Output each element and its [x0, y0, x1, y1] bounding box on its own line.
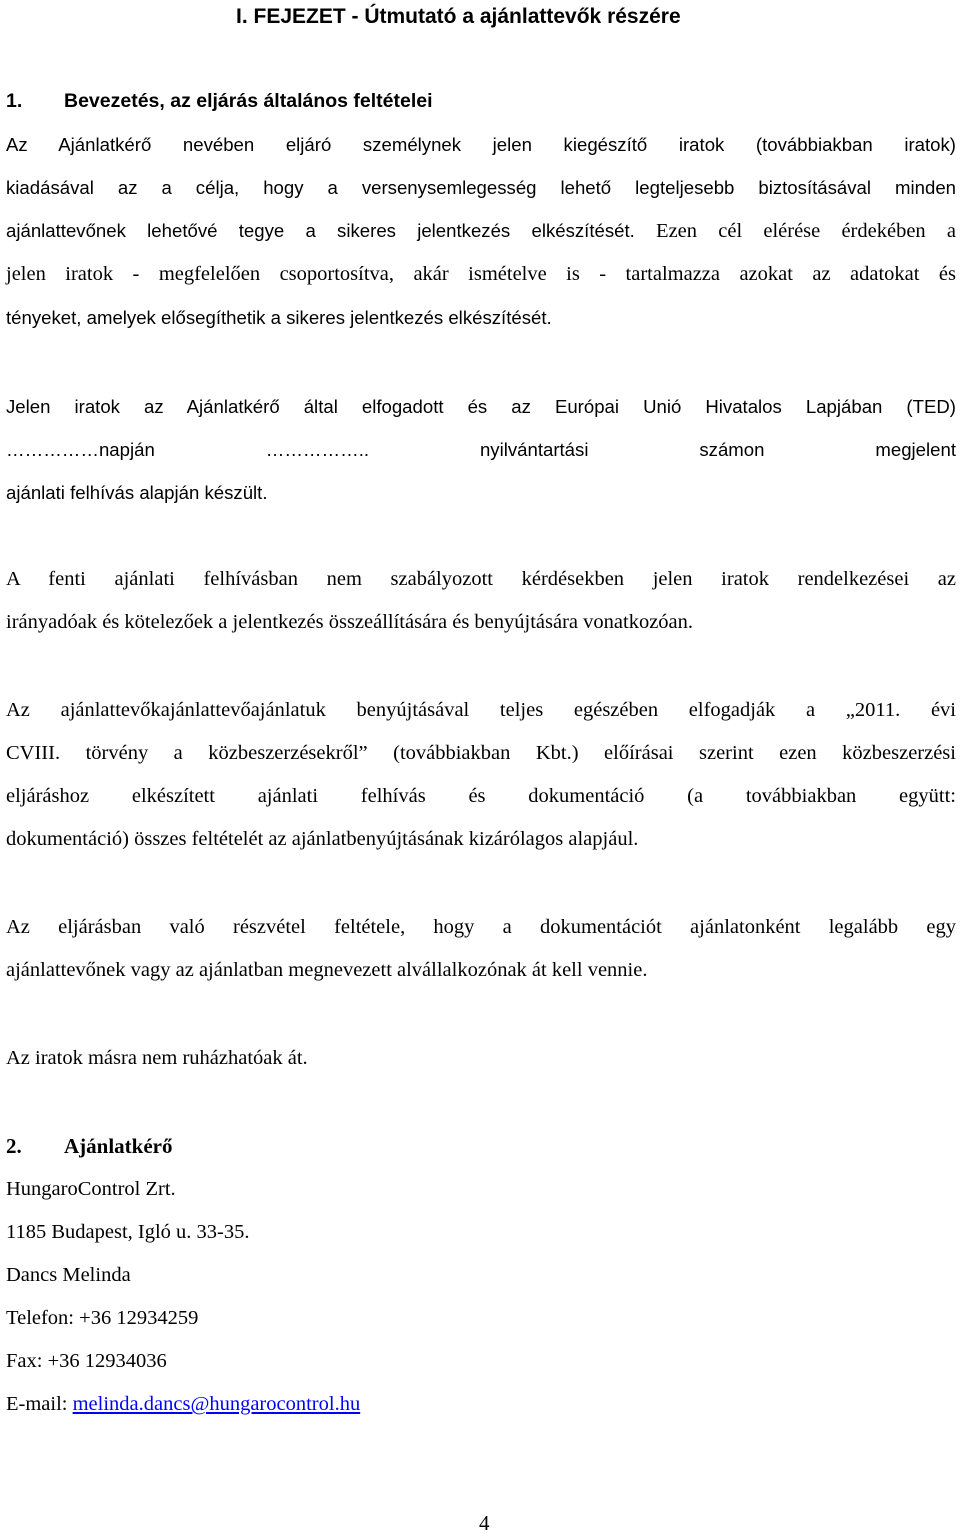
text-line: jelen iratok - megfelelően csoportosítva, akár ismételve is - tartalmazza azokat az adatokat és [6, 263, 956, 285]
text-segment: megjelent [875, 439, 956, 460]
text-line: A fenti ajánlati felhívásban nem szabályozott kérdésekben jelen iratok rendelkezései az [6, 568, 956, 590]
text-line: CVIII. törvény a közbeszerzésekről” (továbbiakban Kbt.) előírásai szerint ezen közbeszerzési [6, 742, 956, 764]
company-name: HungaroControl Zrt. [6, 1178, 176, 1200]
paragraph-introduction [6, 123, 956, 339]
paragraph-publication [6, 385, 956, 514]
text-line: Az Ajánlatkérő nevében eljáró személynek jelen kiegészítő iratok (továbbiakban iratok) [6, 134, 956, 155]
text-segment: Ezen cél elérése érdekében a [634, 220, 956, 242]
section-2-heading [6, 1125, 956, 1168]
date-placeholder: ……………napján [6, 439, 155, 460]
contact-name: Dancs Melinda [6, 1264, 131, 1286]
text-line: eljáráshoz elkészített ajánlati felhívás és dokumentáció (a továbbiakban együtt: [6, 785, 956, 807]
text-line: ajánlati felhívás alapján készült. [6, 482, 268, 503]
paragraph-non-transferable [6, 1037, 956, 1080]
text-line: Jelen iratok az Ajánlatkérő által elfogadott és az Európai Unió Hivatalos Lapjában (TED) [6, 396, 956, 417]
text-line [6, 428, 956, 471]
email-label: E-mail: [6, 1393, 73, 1415]
company-address: 1185 Budapest, Igló u. 33-35. [6, 1221, 250, 1243]
text-line: tényeket, amelyek elősegíthetik a sikeres jelentkezés elkészítését. [6, 307, 552, 328]
section-2-title: Ajánlatkérő [64, 1134, 173, 1158]
text-line: irányadóak és kötelezőek a jelentkezés összeállítására és benyújtására vonatkozóan. [6, 611, 694, 633]
contact-phone: Telefon: +36 12934259 [6, 1307, 199, 1329]
contact-email [6, 1383, 956, 1426]
text-segment: számon [699, 439, 765, 460]
page-number: 4 [479, 1511, 490, 1535]
text-line: Az eljárásban való részvétel feltétele, hogy a dokumentációt ajánlatonként legalább egy [6, 916, 956, 938]
text-line: Az iratok másra nem ruházhatóak át. [6, 1047, 308, 1069]
text-line: ajánlattevőnek vagy az ajánlatban megnevezett alvállalkozónak át kell vennie. [6, 959, 648, 981]
contact-fax: Fax: +36 12934036 [6, 1350, 167, 1372]
paragraph-acceptance [6, 689, 956, 861]
text-line: kiadásával az a célja, hogy a versenysemlegesség lehető legteljesebb biztosításával minden [6, 177, 956, 198]
section-1-title: Bevezetés, az eljárás általános feltételei [64, 90, 433, 112]
section-2-contact [6, 1125, 956, 1426]
paragraph-participation [6, 906, 956, 992]
text-line: dokumentáció) összes feltételét az ajánlatbenyújtásának kizárólagos alapjául. [6, 828, 639, 850]
text-line [6, 209, 956, 253]
section-2-number: 2. [6, 1134, 22, 1158]
text-line: Az ajánlattevőkajánlattevőajánlatuk benyújtásával teljes egészében elfogadják a „2011. évi [6, 699, 956, 721]
text-segment: nyilvántartási [479, 439, 589, 460]
section-1-number: 1. [6, 90, 23, 112]
paragraph-governing-rules [6, 558, 956, 644]
section-1-heading [6, 80, 956, 123]
text-segment: ajánlattevőnek lehetővé tegye a sikeres jelentkezés elkészítését. [6, 220, 635, 241]
chapter-title: I. FEJEZET - Útmutató a ajánlattevők részére [236, 5, 681, 28]
email-link[interactable]: melinda.dancs@hungarocontrol.hu [72, 1393, 361, 1415]
number-placeholder: …………….. [265, 439, 370, 460]
